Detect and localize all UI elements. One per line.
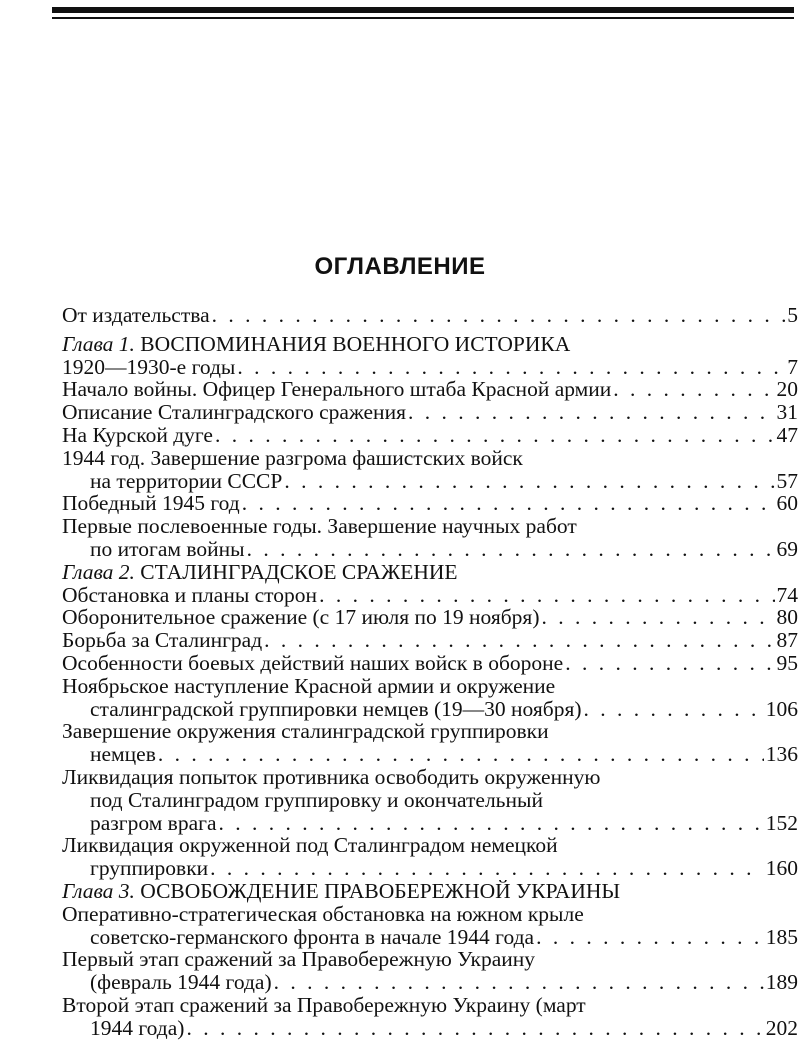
- page-number: 80: [776, 605, 798, 630]
- page-number: 136: [765, 742, 798, 767]
- entry-title: На Курской дуге: [62, 422, 213, 447]
- leader-dots: [210, 857, 764, 880]
- toc-entry[interactable]: [62, 378, 798, 401]
- entry-title-cont: под Сталинградом группировку и окончательный: [90, 787, 543, 812]
- entry-title-cont: разгром врага: [90, 810, 217, 835]
- leader-dots: [212, 304, 786, 327]
- entry-title-cont: сталинградской группировки немцев (19—30 ноября): [90, 696, 582, 721]
- page-number: 87: [776, 628, 798, 653]
- page-number: 47: [776, 422, 798, 447]
- chapter-label: Глава 2.: [62, 559, 135, 584]
- chapter-title: СТАЛИНГРАДСКОЕ СРАЖЕНИЕ: [140, 559, 458, 584]
- page-title: ОГЛАВЛЕНИЕ: [314, 253, 486, 280]
- toc-entry[interactable]: [62, 606, 798, 629]
- toc-entry[interactable]: [62, 584, 798, 607]
- entry-title: Ликвидация окруженной под Сталинградом немецкой: [62, 833, 558, 858]
- table-of-contents: [62, 304, 798, 1040]
- entry-title: Ликвидация попыток противника освободить окруженную: [62, 764, 601, 789]
- entry-title-cont: 1944 года): [90, 1015, 185, 1040]
- leader-dots: [613, 378, 774, 401]
- leader-dots: [584, 698, 764, 721]
- page-number: 185: [765, 924, 798, 949]
- toc-entry[interactable]: [62, 948, 798, 994]
- entry-title: 1920—1930-е годы: [62, 354, 236, 379]
- entry-title: Ноябрьское наступление Красной армии и окружение: [62, 673, 556, 698]
- leader-dots: [565, 652, 774, 675]
- entry-title: Борьба за Сталинград: [62, 628, 263, 653]
- chapter-label: Глава 3.: [62, 878, 135, 903]
- entry-title-cont: (февраль 1944 года): [90, 970, 272, 995]
- chapter-heading-1[interactable]: [62, 333, 798, 356]
- page-number: 95: [776, 650, 798, 675]
- chapter-heading-3[interactable]: [62, 880, 798, 903]
- entry-title-cont: советско-германского фронта в начале 1944 года: [90, 924, 535, 949]
- page-number: 202: [765, 1015, 798, 1040]
- toc-entry[interactable]: [62, 447, 798, 493]
- toc-entry[interactable]: [62, 492, 798, 515]
- leader-dots: [284, 470, 774, 493]
- entry-title-cont: по итогам войны: [90, 536, 245, 561]
- toc-entry[interactable]: [62, 424, 798, 447]
- toc-entry[interactable]: [62, 401, 798, 424]
- chapter-title: ОСВОБОЖДЕНИЕ ПРАВОБЕРЕЖНОЙ УКРАИНЫ: [140, 878, 621, 903]
- chapter-heading-2[interactable]: [62, 561, 798, 584]
- entry-title: Второй этап сражений за Правобережную Украину (март: [62, 992, 586, 1017]
- leader-dots: [264, 629, 774, 652]
- entry-title: Победный 1945 год: [62, 491, 240, 516]
- toc-entry[interactable]: [62, 766, 798, 834]
- page-number: 160: [765, 856, 798, 881]
- page-number: 69: [776, 536, 798, 561]
- entry-title: Первые послевоенные годы. Завершение научных работ: [62, 514, 577, 539]
- page-number: 60: [776, 491, 798, 516]
- page-number: 74: [776, 582, 798, 607]
- page-number: 7: [787, 354, 798, 379]
- page-number: 152: [765, 810, 798, 835]
- entry-title: Обстановка и планы сторон: [62, 582, 318, 607]
- page-number: 31: [776, 400, 798, 425]
- leader-dots: [218, 812, 763, 835]
- entry-title: Начало войны. Офицер Генерального штаба Красной армии: [62, 377, 612, 402]
- leader-dots: [408, 401, 775, 424]
- entry-title-cont: немцев: [90, 742, 156, 767]
- entry-title-cont: на территории СССР: [90, 468, 283, 493]
- leader-dots: [319, 584, 774, 607]
- entry-title: Особенности боевых действий наших войск в обороне: [62, 650, 564, 675]
- toc-entry[interactable]: [62, 652, 798, 675]
- leader-dots: [247, 538, 775, 561]
- leader-dots: [541, 606, 774, 629]
- page-number: 189: [765, 970, 798, 995]
- page-number: 5: [787, 303, 798, 327]
- toc-entry[interactable]: [62, 720, 798, 766]
- top-rule-thin: [52, 17, 794, 19]
- toc-entry[interactable]: [62, 994, 798, 1040]
- page-number: 57: [776, 468, 798, 493]
- top-rule-thick: [52, 7, 794, 13]
- leader-dots: [237, 356, 785, 379]
- toc-entry[interactable]: [62, 675, 798, 721]
- entry-title-cont: группировки: [90, 856, 209, 881]
- entry-title: От издательства: [62, 303, 210, 327]
- leader-dots: [274, 971, 764, 994]
- entry-title: 1944 год. Завершение разгрома фашистских войск: [62, 445, 523, 470]
- leader-dots: [536, 926, 764, 949]
- entry-title: Первый этап сражений за Правобережную Украину: [62, 947, 536, 972]
- toc-entry[interactable]: [62, 515, 798, 561]
- leader-dots: [215, 424, 775, 447]
- chapter-title: ВОСПОМИНАНИЯ ВОЕННОГО ИСТОРИКА: [140, 331, 571, 356]
- entry-title: Оперативно-стратегическая обстановка на южном крыле: [62, 901, 584, 926]
- chapter-label: Глава 1.: [62, 331, 135, 356]
- leader-dots: [186, 1017, 763, 1040]
- entry-title: Оборонительное сражение (с 17 июля по 19 ноября): [62, 605, 540, 630]
- page-number: 20: [776, 377, 798, 402]
- entry-title: Завершение окружения сталинградской группировки: [62, 719, 549, 744]
- toc-entry[interactable]: [62, 629, 798, 652]
- toc-entry[interactable]: [62, 356, 798, 379]
- leader-dots: [158, 743, 764, 766]
- toc-entry-publisher[interactable]: [62, 304, 798, 327]
- toc-entry[interactable]: [62, 834, 798, 880]
- leader-dots: [242, 492, 775, 515]
- page-number: 106: [765, 696, 798, 721]
- toc-entry[interactable]: [62, 903, 798, 949]
- entry-title: Описание Сталинградского сражения: [62, 400, 406, 425]
